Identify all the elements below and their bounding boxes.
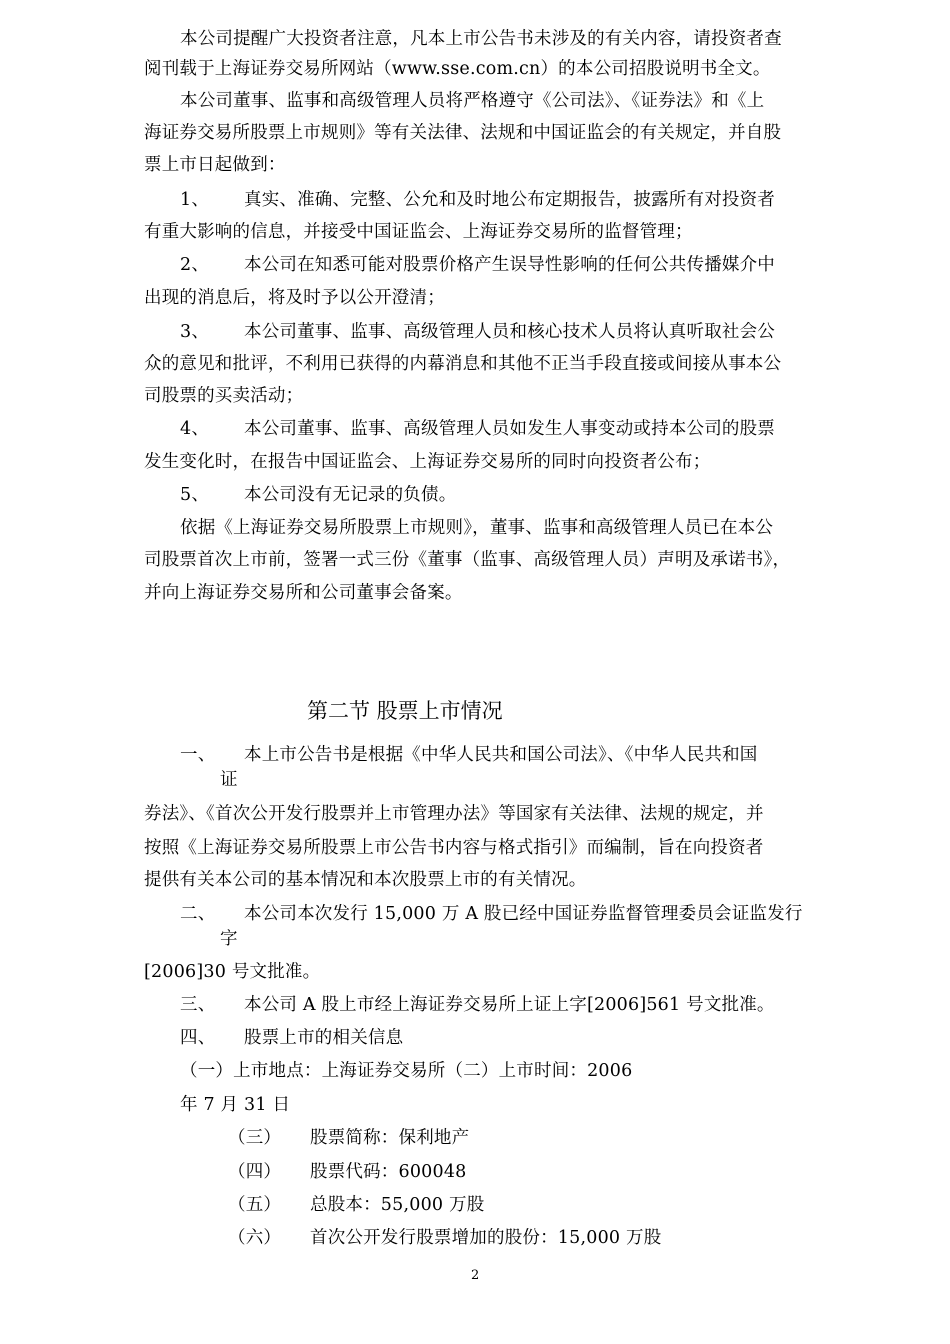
commitment-5-line1: 本公司没有无记录的负债。 [244, 485, 457, 505]
info-6-text: 首次公开发行股票增加的股份：15,000 万股 [310, 1228, 662, 1248]
listing-info-line2: 年 7 月 31 日 [180, 1095, 291, 1115]
page-number: 2 [471, 1268, 480, 1283]
item-2-line1: 本公司本次发行 15,000 万 A 股已经中国证券监督管理委员会证监发行 [244, 904, 803, 924]
item-1-line3: 按照《上海证券交易所股票上市公告书内容与格式指引》而编制，旨在向投资者 [144, 838, 764, 858]
commitment-4-line2: 发生变化时，在报告中国证监会、上海证券交易所的同时向投资者公布； [144, 452, 711, 472]
commitment-2-number: 2、 [180, 255, 210, 275]
item-4-line1: 股票上市的相关信息 [244, 1028, 404, 1048]
info-4-text: 股票代码：600048 [310, 1162, 467, 1182]
listing-info-line1: （一）上市地点：上海证券交易所（二）上市时间：2006 [180, 1061, 633, 1081]
item-4-number: 四、 [180, 1028, 216, 1048]
info-5-number: （五） [228, 1195, 282, 1215]
commitment-3-line1: 本公司董事、监事、高级管理人员和核心技术人员将认真听取社会公 [244, 322, 775, 342]
commitment-4-number: 4、 [180, 419, 210, 439]
intro-p1-line1: 本公司提醒广大投资者注意，凡本上市公告书未涉及的有关内容，请投资者查 [180, 29, 782, 49]
item-3-number: 三、 [180, 995, 216, 1015]
item-2-line1-wrap: 字 [220, 929, 238, 949]
item-1-line2: 券法》、《首次公开发行股票并上市管理办法》等国家有关法律、法规的规定，并 [144, 804, 764, 824]
info-6-number: （六） [228, 1228, 282, 1248]
basis-line3: 并向上海证券交易所和公司董事会备案。 [144, 583, 463, 603]
item-1-line1-wrap: 证 [220, 770, 238, 790]
commitment-2-line1: 本公司在知悉可能对股票价格产生误导性影响的任何公共传播媒介中 [244, 255, 775, 275]
info-5-text: 总股本：55,000 万股 [310, 1195, 485, 1215]
info-4-number: （四） [228, 1162, 282, 1182]
section-title: 第二节 股票上市情况 [307, 699, 503, 723]
intro-p2-line3: 票上市日起做到： [144, 155, 286, 175]
intro-p2-line1: 本公司董事、监事和高级管理人员将严格遵守《公司法》、《证券法》和《上 [180, 91, 765, 111]
item-2-number: 二、 [180, 904, 216, 924]
info-3-text: 股票简称：保利地产 [310, 1128, 470, 1148]
commitment-3-number: 3、 [180, 322, 210, 342]
item-1-line1: 本上市公告书是根据《中华人民共和国公司法》、《中华人民共和国 [244, 745, 758, 765]
commitment-1-line1: 真实、准确、完整、公允和及时地公布定期报告，披露所有对投资者 [244, 190, 775, 210]
commitment-3-line2: 众的意见和批评，不利用已获得的内幕消息和其他不正当手段直接或间接从事本公 [144, 354, 782, 374]
commitment-4-line1: 本公司董事、监事、高级管理人员如发生人事变动或持本公司的股票 [244, 419, 775, 439]
basis-line1: 依据《上海证券交易所股票上市规则》，董事、监事和高级管理人员已在本公 [180, 518, 774, 538]
info-3-number: （三） [228, 1128, 282, 1148]
intro-p1-line2: 阅刊载于上海证券交易所网站（www.sse.com.cn）的本公司招股说明书全文。 [144, 59, 771, 79]
item-1-line4: 提供有关本公司的基本情况和本次股票上市的有关情况。 [144, 870, 587, 890]
basis-line2: 司股票首次上市前，签署一式三份《董事（监事、高级管理人员）声明及承诺书》， [144, 550, 791, 570]
commitment-3-line3: 司股票的买卖活动； [144, 386, 304, 406]
item-1-number: 一、 [180, 745, 216, 765]
intro-p2-line2: 海证券交易所股票上市规则》等有关法律、法规和中国证监会的有关规定，并自股 [144, 123, 782, 143]
commitment-5-number: 5、 [180, 485, 210, 505]
item-3-line1: 本公司 A 股上市经上海证券交易所上证上字[2006]561 号文批准。 [244, 995, 775, 1015]
commitment-1-line2: 有重大影响的信息，并接受中国证监会、上海证券交易所的监督管理； [144, 222, 693, 242]
commitment-2-line2: 出现的消息后，将及时予以公开澄清； [144, 288, 445, 308]
commitment-1-number: 1、 [180, 190, 210, 210]
item-2-line2: [2006]30 号文批准。 [144, 962, 321, 982]
